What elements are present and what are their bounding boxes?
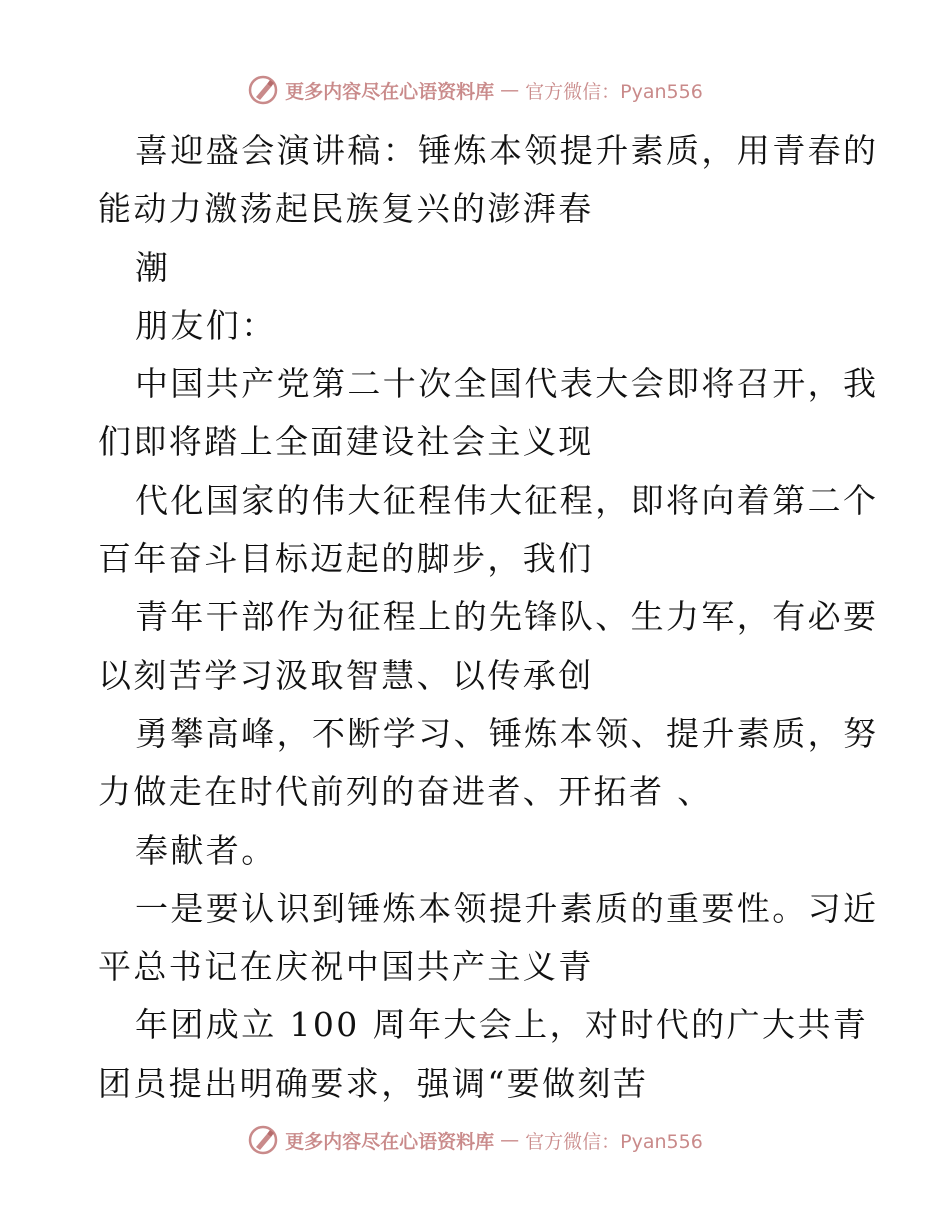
pen-logo-icon [247,74,279,106]
watermark-separator: — [500,79,520,101]
document-line: 平总书记在庆祝中国共产主义青 [98,947,594,987]
document-line: 能动力激荡起民族复兴的澎湃春 [98,189,594,229]
document-line: 中国共产党第二十次全国代表大会即将召开，我 [135,364,879,404]
watermark-site-text: 更多内容尽在心语资料库 [285,80,495,103]
watermark-site-text: 更多内容尽在心语资料库 [285,1130,495,1153]
footer-watermark [0,1120,950,1160]
document-line: 们即将踏上全面建设社会主义现 [98,422,594,462]
header-watermark [0,70,950,110]
document-line: 百年奋斗目标迈起的脚步，我们 [98,539,594,579]
document-line: 年团成立 100 周年大会上，对时代的广大共青 [135,1005,869,1045]
document-line: 潮 [135,247,171,287]
document-line: 一是要认识到锤炼本领提升素质的重要性。习近 [135,888,879,928]
document-line: 青年干部作为征程上的先锋队、生力军，有必要 [135,597,879,637]
document-line: 代化国家的伟大征程伟大征程，即将向着第二个 [135,480,879,520]
watermark-wechat-text: 官方微信：Pyan556 [525,80,703,103]
document-body [98,122,879,1113]
document-line: 喜迎盛会演讲稿：锤炼本领提升素质，用青春的 [135,131,879,170]
document-line: 奉献者。 [135,830,277,870]
pen-logo-icon [247,1124,279,1156]
watermark-wechat-text: 官方微信：Pyan556 [525,1130,703,1153]
document-line: 朋友们： [135,305,277,345]
document-line: 以刻苦学习汲取智慧、以传承创 [98,655,594,695]
watermark-separator: — [500,1129,520,1151]
document-line: 勇攀高峰，不断学习、锤炼本领、提升素质，努 [135,713,879,753]
document-line: 力做走在时代前列的奋进者、开拓者 、 [98,772,713,812]
document-line: 团员提出明确要求，强调“要做刻苦 [98,1063,649,1103]
